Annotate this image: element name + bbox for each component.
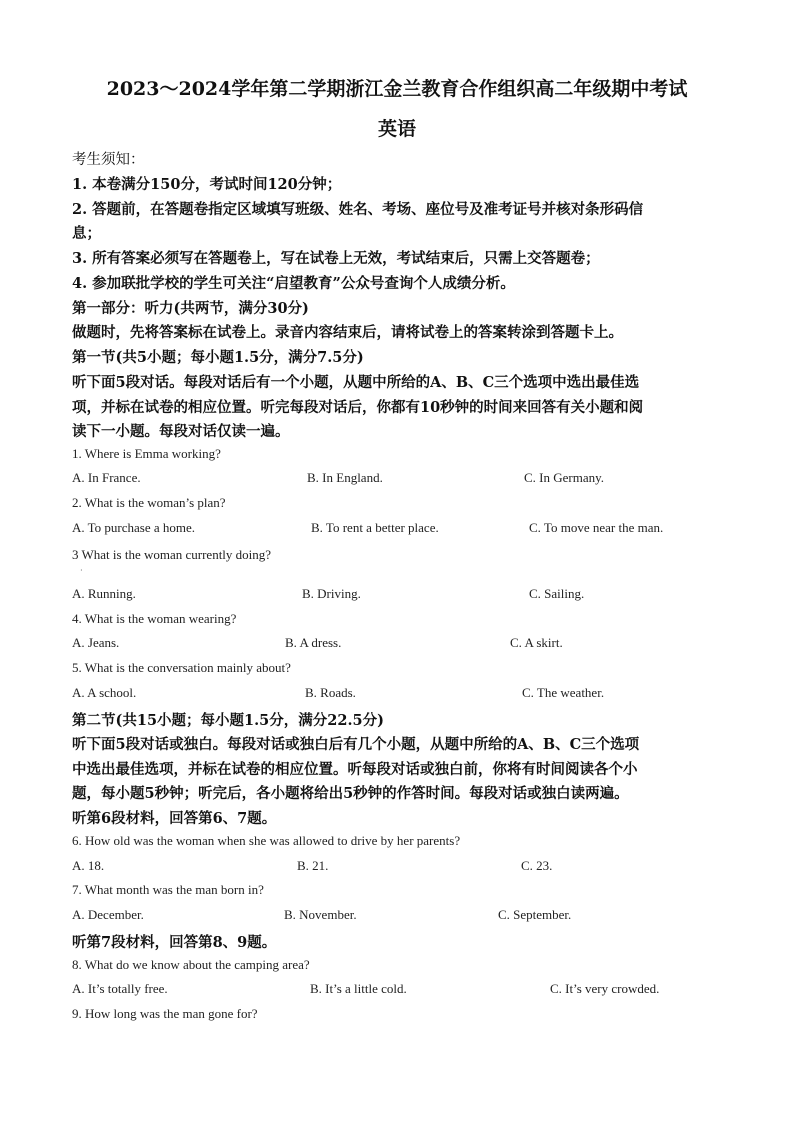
section2-heading: 第二节(共15小题；每小题1.5分，满分22.5分) (72, 712, 384, 729)
question-4: 4. What is the woman wearing? (72, 611, 237, 626)
option-c[interactable]: C. 23. (521, 858, 553, 873)
option-a[interactable]: A. 18. (72, 858, 105, 873)
option-b[interactable]: B. A dress. (285, 635, 342, 650)
notice-item: 1. 本卷满分150分，考试时间120分钟； (72, 176, 342, 193)
section1-instruction: 听下面5段对话。每段对话后有一个小题，从题中所给的A、B、C三个选项中选出最佳选 (72, 374, 640, 391)
option-a[interactable]: A. Jeans. (72, 635, 120, 650)
option-a[interactable]: A. December. (72, 907, 144, 922)
section2-instruction: 中选出最佳选项，并标在试卷的相应位置。听每段对话或独白前，你将有时间阅读各个小 (72, 761, 638, 778)
section1-heading: 第一节(共5小题；每小题1.5分，满分7.5分) (72, 349, 364, 366)
question-5: 5. What is the conversation mainly about? (72, 660, 291, 675)
option-b[interactable]: B. 21. (297, 858, 329, 873)
option-c[interactable]: C. The weather. (522, 685, 605, 700)
question-7: 7. What month was the man born in? (72, 882, 264, 897)
option-c[interactable]: C. To move near the man. (529, 520, 664, 535)
section1-instruction: 读下一小题。每段对话仅读一遍。 (72, 423, 290, 440)
option-a[interactable]: A. It’s totally free. (72, 981, 168, 996)
notice-item: 2. 答题前，在答题卷指定区域填写班级、姓名、考场、座位号及准考证号并核对条形码信 (72, 201, 644, 218)
option-b[interactable]: B. It’s a little cold. (310, 981, 407, 996)
section2-instruction: 听下面5段对话或独白。每段对话或独白后有几个小题，从题中所给的A、B、C三个选项 (72, 736, 640, 753)
option-b[interactable]: B. Driving. (302, 586, 361, 601)
part1-heading: 第一部分：听力(共两节，满分30分) (72, 300, 309, 317)
option-c[interactable]: C. A skirt. (510, 635, 563, 650)
subject-title: 英语 (377, 118, 416, 140)
question-9: 9. How long was the man gone for? (72, 1006, 258, 1021)
notice-item: 息； (72, 225, 101, 242)
option-a[interactable]: A. In France. (72, 470, 141, 485)
exam-title: 2023～2024学年第二学期浙江金兰教育合作组织高二年级期中考试 (106, 78, 688, 100)
option-a[interactable]: A. Running. (72, 586, 136, 601)
option-a[interactable]: A. A school. (72, 685, 137, 700)
question-2: 2. What is the woman’s plan? (72, 495, 226, 510)
material-heading: 听第7段材料，回答第8、9题。 (72, 934, 277, 951)
option-b[interactable]: B. Roads. (305, 685, 356, 700)
option-c[interactable]: C. In Germany. (524, 470, 605, 485)
question-1: 1. Where is Emma working? (72, 446, 221, 461)
option-b[interactable]: B. In England. (307, 470, 383, 485)
section2-instruction: 题，每小题5秒钟；听完后，各小题将给出5秒钟的作答时间。每段对话或独白读两遍。 (72, 785, 629, 802)
question-8: 8. What do we know about the camping area? (72, 957, 310, 972)
option-b[interactable]: B. November. (284, 907, 357, 922)
option-c[interactable]: C. Sailing. (529, 586, 585, 601)
question-6: 6. How old was the woman when she was allowed to drive by her parents? (72, 833, 461, 848)
notice-item: 3. 所有答案必须写在答题卷上，写在试卷上无效，考试结束后，只需上交答题卷； (72, 250, 600, 267)
option-a[interactable]: A. To purchase a home. (72, 520, 196, 535)
question-3: 3 What is the woman currently doing? (72, 547, 272, 562)
material-heading: 听第6段材料，回答第6、7题。 (72, 810, 277, 827)
part1-instruction: 做题时，先将答案标在试卷上。录音内容结束后，请将试卷上的答案转涂到答题卡上。 (72, 324, 623, 341)
stray-mark: · (80, 566, 83, 575)
option-c[interactable]: C. September. (498, 907, 572, 922)
notice-heading: 考生须知： (72, 152, 145, 168)
section1-instruction: 项，并标在试卷的相应位置。听完每段对话后，你都有10秒钟的时间来回答有关小题和阅 (72, 399, 644, 416)
option-c[interactable]: C. It’s very crowded. (550, 981, 660, 996)
option-b[interactable]: B. To rent a better place. (311, 520, 439, 535)
notice-item: 4. 参加联批学校的学生可关注“启望教育”公众号查询个人成绩分析。 (72, 275, 515, 292)
